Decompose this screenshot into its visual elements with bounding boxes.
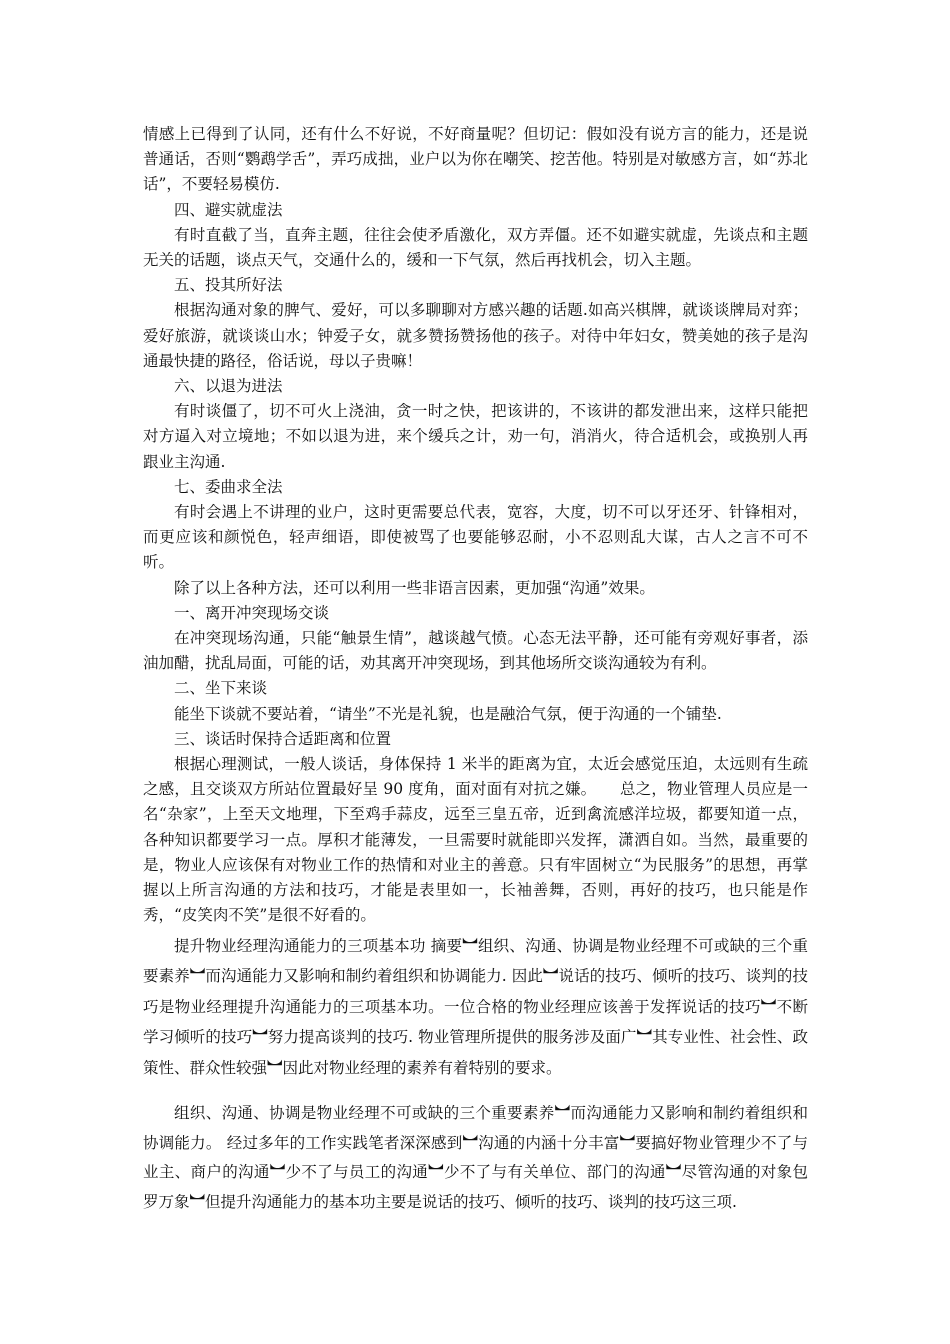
section-heading: 二、坐下来谈: [174, 679, 268, 698]
section-heading: 三、谈话时保持合适距离和位置: [174, 729, 392, 748]
paragraph: 能坐下谈就不要站着，“请坐”不光是礼貌，也是融洽气氛，便于沟通的一个铺垫.: [174, 704, 722, 723]
paragraph: 除了以上各种方法，还可以利用一些非语言因素，更加强“沟通”效果。: [174, 578, 655, 597]
document-page: [143, 122, 808, 1217]
section-heading: 六、以退为进法: [174, 377, 283, 396]
section-heading: 五、投其所好法: [174, 276, 283, 295]
closing-block: [143, 1099, 808, 1217]
paragraph: 有时会遇上不讲理的业户，这时更需要总代表，宽容，大度，切不可以牙还牙、针锋相对，而更应该和颜悦色，轻声细语，即使被骂了也要能够忍耐，小不忍则乱大谋，古人之言不可不听。: [143, 503, 808, 572]
paragraph: 有时谈僵了，切不可火上浇油，贪一时之快，把该讲的，不该讲的都发泄出来，这样只能把对方逼入对立境地；不如以退为进，来个缓兵之计，劝一句，消消火，待合适机会，或换别人再跟业主沟通.: [143, 402, 808, 471]
paragraph: 情感上已得到了认同，还有什么不好说，不好商量呢？但切记：假如没有说方言的能力，还是说普通话，否则“鹦鹉学舌”，弄巧成拙，业户以为你在嘲笑、挖苦他。特别是对敏感方言，如“苏北话”，不要轻易模仿.: [143, 125, 808, 194]
main-text-block: [143, 122, 808, 929]
abstract-paragraph: 提升物业经理沟通能力的三项基本功 摘要︼组织、沟通、协调是物业经理不可或缺的三个重要素养︼而沟通能力又影响和制约着组织和协调能力. 因此︼说话的技巧、倾听的技巧、谈判的技巧是物业经理提升沟通能力的三项基本功。一位合格的物业经理应该善于发挥说话的技巧︼不断学习倾听的技巧︼努力提高谈判的技巧. 物业管理所提供的服务涉及面广︼其专业性、社会性、政策性、群众性较强︼因此对物业经理的素养有着特别的要求。: [143, 936, 808, 1077]
paragraph: 有时直截了当，直奔主题，往往会使矛盾激化，双方弄僵。还不如避实就虚，先谈点和主题无关的话题，谈点天气，交通什么的，缓和一下气氛，然后再找机会，切入主题。: [143, 225, 808, 270]
paragraph: 在冲突现场沟通，只能“触景生情”，越谈越气愤。心态无法平静，还可能有旁观好事者，添油加醋，扰乱局面，可能的话，劝其离开冲突现场，到其他场所交谈沟通较为有利。: [143, 629, 808, 673]
paragraph: 根据心理测试，一般人谈话，身体保持 1 米半的距离为宜，太近会感觉压迫，太远则有生疏之感，且交谈双方所站位置最好呈 90 度角，面对面有对抗之嫌。 总之，物业管理人员应是一名“杂家”，上至天文地理，下至鸡手蒜皮，远至三皇五帝，近到禽流感洋垃圾，都要知道一点，各种知识都要学习一点。厚积才能薄发，一旦需要时就能即兴发挥，潇洒自如。当然，最重要的是，物业人应该保有对物业工作的热情和对业主的善意。只有牢固树立“为民服务”的思想，再掌握以上所言沟通的方法和技巧，才能是表里如一，长袖善舞，否则，再好的技巧，也只能是作秀，“皮笑肉不笑”是很不好看的。: [143, 755, 808, 925]
section-heading: 七、委曲求全法: [174, 477, 283, 496]
paragraph: 根据沟通对象的脾气、爱好，可以多聊聊对方感兴趣的话题.如高兴棋牌，就谈谈牌局对弈；爱好旅游，就谈谈山水；钟爱子女，就多赞扬赞扬他的孩子。对待中年妇女，赞美她的孩子是沟通最快捷的路径，俗话说，母以子贵嘛！: [143, 301, 808, 370]
section-heading: 四、避实就虚法: [174, 200, 283, 219]
abstract-block: [143, 931, 808, 1084]
closing-paragraph: 组织、沟通、协调是物业经理不可或缺的三个重要素养︼而沟通能力又影响和制约着组织和协调能力。 经过多年的工作实践笔者深深感到︼沟通的内涵十分丰富︼要搞好物业管理少不了与业主、商户的沟通︼少不了与员工的沟通︼少不了与有关单位、部门的沟通︼尽管沟通的对象包罗万象︼但提升沟通能力的基本功主要是说话的技巧、倾听的技巧、谈判的技巧这三项.: [143, 1104, 808, 1211]
section-heading: 一、离开冲突现场交谈: [174, 603, 330, 622]
